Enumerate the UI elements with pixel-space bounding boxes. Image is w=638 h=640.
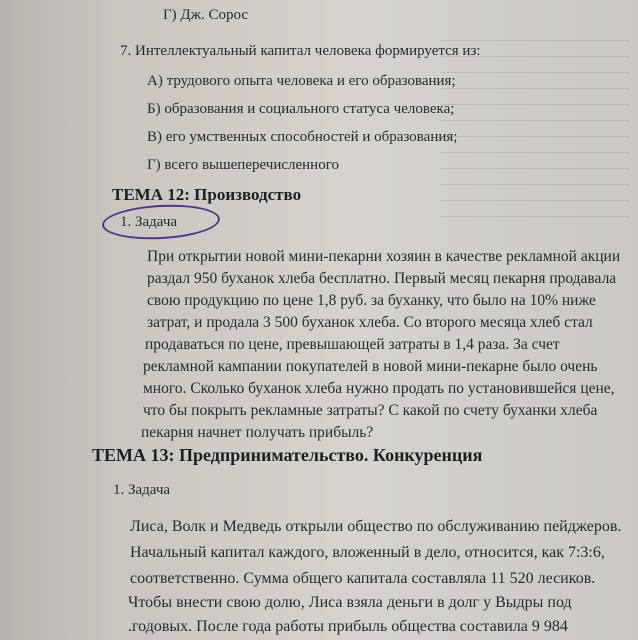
topic-12-paragraph-line: что бы покрыть рекламные затраты? С какой по счету буханки хлеба [143, 402, 598, 419]
topic-13-paragraph-line: .годовых. После года работы прибыль общества составила 9 984 [128, 618, 568, 635]
question-7: 7. Интеллектуальный капитал человека формируется из: [120, 43, 481, 59]
topic-13-heading: ТЕМА 13: Предпринимательство. Конкуренция [92, 445, 483, 465]
topic-12-paragraph-line: рекламной кампании покупателей в новой мини-пекарне было очень [143, 358, 598, 375]
topic-13-paragraph-line: Лиса, Волк и Медведь открыли общество по обслуживанию пейджеров. [130, 518, 622, 535]
topic-12-paragraph-line: раздал 950 буханок хлеба бесплатно. Первый месяц пекарня продавала [147, 270, 617, 287]
topic-13-paragraph-line: соответственно. Сумма общего капитала составляла 11 520 лесиков. [130, 570, 596, 587]
topic-12-paragraph-line: свою продукцию по цене 1,8 руб. за буханку, что было на 10% ниже [147, 292, 596, 309]
question-7-option-a: А) трудового опыта человека и его образования; [147, 73, 456, 89]
question-7-option-g: Г) всего вышеперечисленного [147, 157, 339, 173]
topic-12-paragraph-line: продаваться по цене, превышающей затраты в 1,4 раза. За счет [145, 336, 560, 353]
option-g-soros: Г) Дж. Сорос [163, 7, 249, 23]
topic-13-paragraph-line: Чтобы внести свою долю, Лиса взяла деньги в долг у Выдры под [128, 594, 572, 611]
question-7-option-v: В) его умственных способностей и образования; [147, 129, 458, 145]
topic-12-paragraph-line: пекарня начнет получать прибыль? [141, 424, 374, 441]
bleed-through-text [440, 30, 630, 230]
topic-12-paragraph-line: много. Сколько буханок хлеба нужно продать по установившейся цене, [143, 380, 615, 397]
topic-13-task-label: 1. Задача [113, 482, 171, 498]
topic-12-paragraph-line: При открытии новой мини-пекарни хозяин в качестве рекламной акции [147, 248, 621, 265]
topic-12-paragraph-line: затрат, и продала 3 500 буханок хлеба. Со второго месяца хлеб стал [147, 314, 593, 331]
question-7-option-b: Б) образования и социального статуса человека; [147, 101, 455, 117]
topic-12-task-label: 1. Задача [120, 214, 178, 230]
topic-12-heading: ТЕМА 12: Производство [112, 185, 302, 204]
topic-13-paragraph-line: Начальный капитал каждого, вложенный в дело, относится, как 7:3:6, [130, 544, 605, 561]
